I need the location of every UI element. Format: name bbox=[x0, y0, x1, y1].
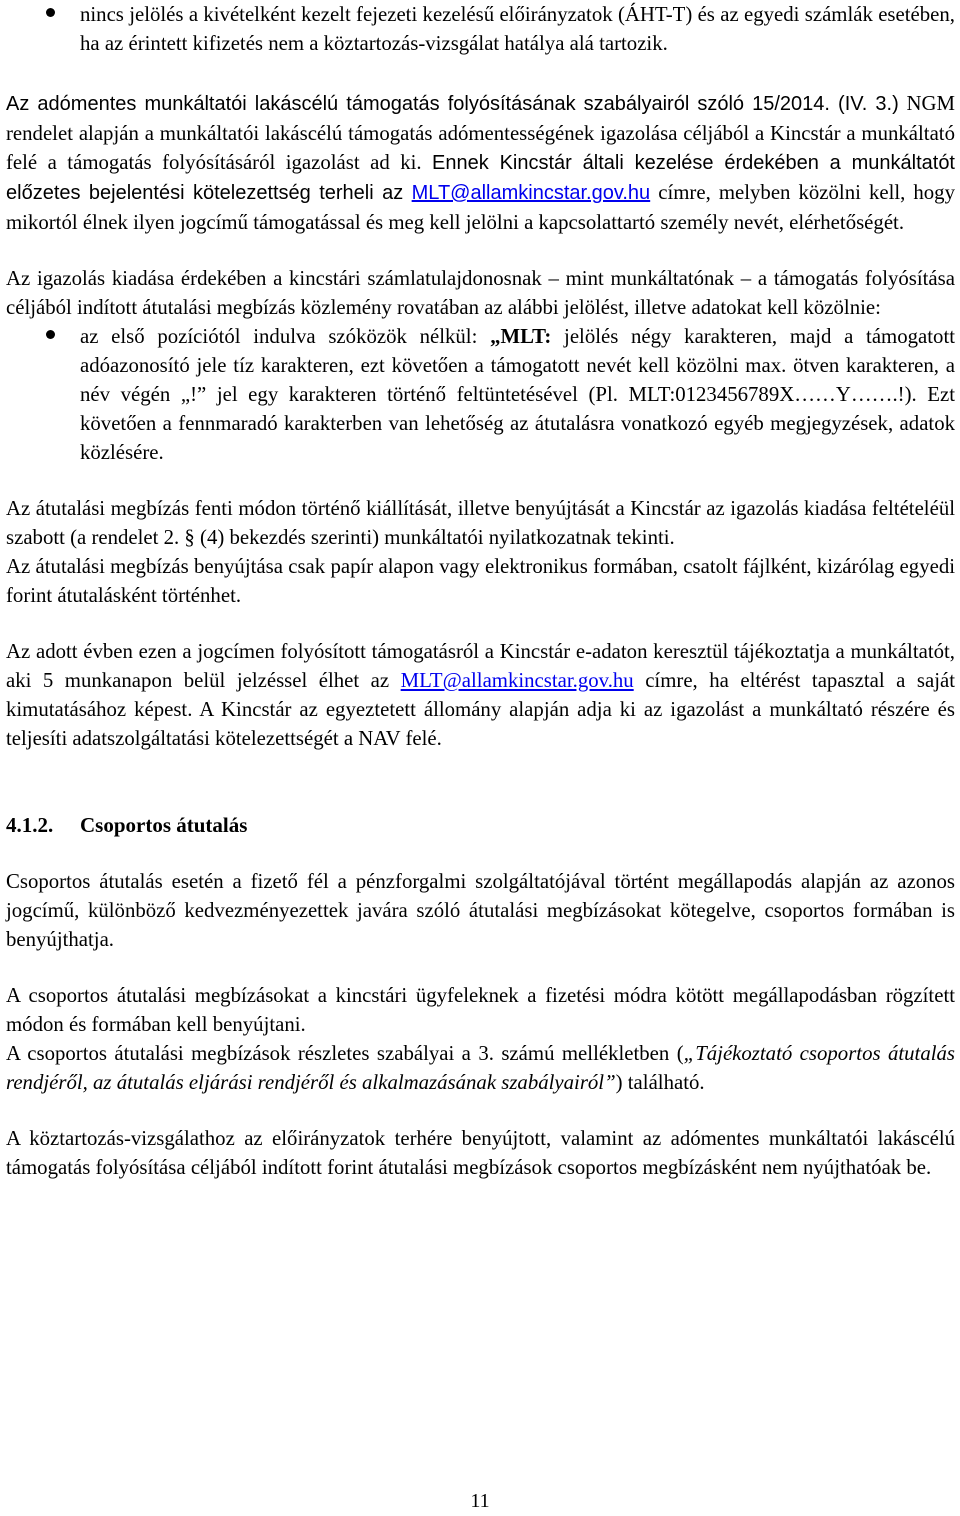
mlt-label: „MLT: bbox=[490, 325, 552, 348]
paragraph-text: NGM rendelet alapján a munkáltatói lakáscélú támogatás adómentességének igazolása céljából a Kincstár a munkáltató felé a támogatás folyósításáról igazolást ad ki. bbox=[6, 92, 955, 174]
paragraph bbox=[6, 637, 955, 753]
paragraph-text: Az adott évben ezen a jogcímen folyósított támogatásról a Kincstár e-adaton keresztül tájékoztatja a munkáltatót, aki 5 munkanapon belül jelzéssel élhet az bbox=[6, 640, 955, 692]
paragraph: Csoportos átutalás esetén a fizető fél a pénzforgalmi szolgáltatójával történt megállapodás alapján az azonos jogcímű, különböző kedvezményezettek javára szóló átutalási megbízásokat kötegelve, csoportos formában is benyújthatja. bbox=[6, 870, 955, 951]
email-link[interactable]: MLT@allamkincstar.gov.hu bbox=[400, 669, 634, 692]
page-number: 11 bbox=[470, 1490, 490, 1512]
paragraph: Az átutalási megbízás benyújtása csak papír alapon vagy elektronikus formában, csatolt fájlként, kizárólag egyedi forint átutalásként történhet. bbox=[6, 555, 955, 607]
list-item bbox=[6, 322, 955, 467]
paragraph-text: A csoportos átutalási megbízások részletes szabályai a 3. számú mellékletben ( bbox=[6, 1042, 684, 1065]
paragraph-text: címre, ha eltérést tapasztal a saját kimutatásához képest. A Kincstár az egyeztetett állomány alapján adja ki az igazolást a munkáltató részére és teljesíti adatszolgáltatási kötelezettségét a NAV felé. bbox=[6, 669, 956, 750]
paragraph: Az igazolás kiadása érdekében a kincstári számlatulajdonosnak – mint munkáltatónak – a támogatás folyósítása céljából indított átutalási megbízás közlemény rovatában az alábbi jelölést, illetve adatokat kell közölnie: bbox=[6, 267, 955, 319]
email-link[interactable]: MLT@allamkincstar.gov.hu bbox=[411, 182, 651, 204]
paragraph bbox=[6, 1039, 955, 1097]
paragraph-sans-text: Ennek Kincstár általi kezelése érdekében a munkáltatót előzetes bejelentési kötelezettség terheli az bbox=[6, 152, 955, 204]
annex-title: „Tájékoztató csoportos átutalás rendjéről, az átutalás eljárási rendjéről és alkalmazásának szabályairól” bbox=[6, 1042, 955, 1094]
paragraph-text: ) található. bbox=[615, 1071, 705, 1094]
paragraph: Az átutalási megbízás fenti módon történő kiállítását, illetve benyújtását a Kincstár az igazolás kiadása feltételéül szabott (a rendelet 2. § (4) bekezdés szerinti) munkáltatói nyilatkozatnak tekinti. bbox=[6, 497, 955, 549]
bullet-icon bbox=[46, 330, 55, 339]
paragraph bbox=[6, 89, 955, 237]
paragraph-text: címre, melyben közölni kell, hogy mikortól élnek ilyen jogcímű támogatással és meg kell jelölni a kapcsolattartó személy nevét, elérhetőségét. bbox=[6, 181, 955, 234]
section-title: Csoportos átutalás bbox=[80, 813, 248, 837]
section-heading bbox=[6, 811, 955, 840]
bullet-text: jelölés négy karakteren, majd a támogatott adóazonosító jele tíz karakteren, ezt követően a támogatott nevét kell közölni max. ötven karakteren, a név végén „!” jel egy karakteren történő feltüntetésével (Pl. MLT:0123456789X……Y…….!). Ezt követően a fennmaradó karakterben van lehetőség az átutalásra vonatkozó egyéb megjegyzések, adatok közlésére. bbox=[80, 325, 955, 464]
bullet-text: nincs jelölés a kivételként kezelt fejezeti kezelésű előirányzatok (ÁHT-T) és az egyedi számlák esetében, ha az érintett kifizetés nem a köztartozás-vizsgálat hatálya alá tartozik. bbox=[80, 3, 955, 55]
paragraph: A köztartozás-vizsgálathoz az előirányzatok terhére benyújtott, valamint az adómentes munkáltatói lakáscélú támogatás folyósítása céljából indított forint átutalási megbízások csoportos megbízásként nem nyújthatóak be. bbox=[6, 1127, 955, 1179]
document-page bbox=[6, 0, 955, 1182]
paragraph-sans-text: Az adómentes munkáltatói lakáscélú támogatás folyósításának szabályairól szóló 15/2014. (IV. 3.) bbox=[6, 93, 899, 115]
bullet-text: az első pozíciótól indulva szóközök nélkül: bbox=[80, 325, 491, 348]
list-item bbox=[6, 0, 955, 58]
paragraph: A csoportos átutalási megbízásokat a kincstári ügyfeleknek a fizetési módra kötött megállapodásban rögzített módon és formában kell benyújtani. bbox=[6, 984, 955, 1036]
bullet-icon bbox=[46, 8, 55, 17]
section-number: 4.1.2. bbox=[6, 813, 54, 837]
